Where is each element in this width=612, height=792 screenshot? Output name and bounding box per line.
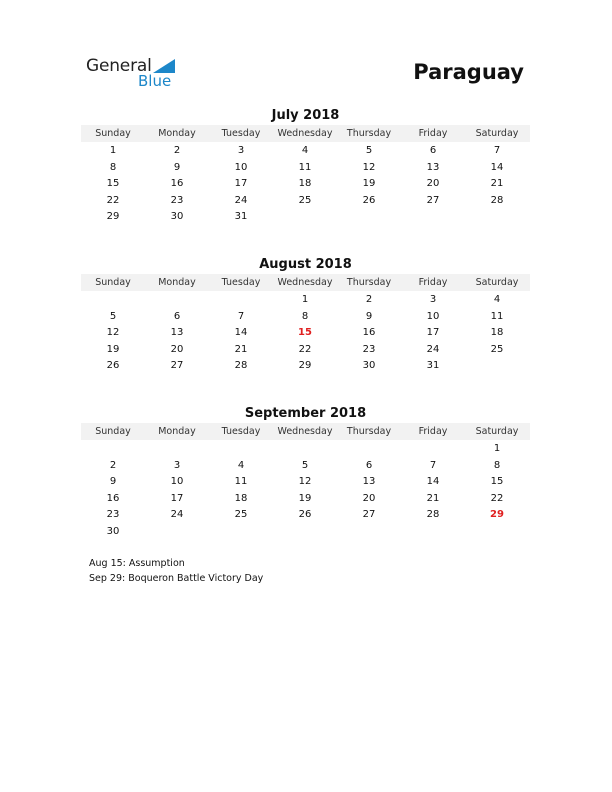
day-cell: 14 (490, 161, 504, 173)
day-cell: 6 (429, 145, 437, 156)
day-cell: 9 (109, 476, 117, 488)
holiday-day-cell: 29 (490, 509, 504, 521)
weekday-label: Monday (158, 128, 196, 139)
day-cell: 26 (298, 509, 312, 521)
day-cell: 24 (234, 194, 248, 206)
day-cell: 25 (234, 509, 248, 521)
weekday-label: Thursday (346, 277, 392, 288)
day-cell: 19 (362, 178, 376, 190)
day-cell: 24 (426, 343, 440, 355)
day-cell: 2 (109, 459, 117, 471)
day-cell: 24 (170, 509, 184, 521)
weekday-label: Friday (418, 277, 448, 288)
day-cell: 28 (490, 194, 504, 206)
weekday-label: Sunday (95, 426, 131, 437)
day-cell: 12 (298, 476, 312, 488)
weekday-label: Tuesday (221, 277, 261, 288)
day-cell: 15 (490, 476, 504, 488)
day-cell: 2 (365, 294, 373, 305)
weekday-label: Friday (418, 128, 448, 139)
day-cell: 19 (298, 492, 312, 504)
day-cell: 9 (173, 161, 181, 173)
day-cell: 17 (170, 492, 184, 504)
day-cell: 7 (493, 145, 501, 156)
day-cell: 20 (170, 343, 184, 355)
day-cell: 23 (362, 343, 376, 355)
day-cell: 20 (426, 178, 440, 190)
day-cell: 21 (234, 343, 248, 355)
weekday-header-row (81, 125, 530, 142)
day-cell: 5 (365, 145, 373, 156)
day-cell: 9 (365, 310, 373, 322)
month-title: August 2018 (259, 257, 352, 272)
day-cell: 8 (109, 161, 117, 173)
day-cell: 11 (234, 476, 248, 488)
day-cell: 12 (362, 161, 376, 173)
day-cell: 7 (429, 459, 437, 471)
day-cell: 26 (106, 360, 120, 372)
day-cell: 6 (365, 459, 373, 471)
day-cell: 10 (170, 476, 184, 488)
day-cell: 7 (237, 310, 245, 322)
day-cell: 15 (106, 178, 120, 190)
day-cell: 29 (106, 211, 120, 223)
weekday-label: Wednesday (277, 277, 333, 288)
day-cell: 23 (170, 194, 184, 206)
day-cell: 27 (362, 509, 376, 521)
day-cell: 11 (298, 161, 312, 173)
day-cell: 12 (106, 327, 120, 339)
weekday-label: Tuesday (221, 426, 261, 437)
holiday-day-cell: 15 (298, 327, 312, 339)
weekday-label: Wednesday (277, 426, 333, 437)
holiday-note: Sep 29: Boqueron Battle Victory Day (89, 573, 264, 584)
day-cell: 8 (301, 310, 309, 322)
weekday-header-row (81, 423, 530, 440)
day-cell: 13 (362, 476, 376, 488)
weekday-label: Thursday (346, 426, 392, 437)
month-title: September 2018 (244, 406, 367, 421)
weekday-label: Monday (158, 277, 196, 288)
day-cell: 21 (490, 178, 504, 190)
day-cell: 23 (106, 509, 120, 521)
day-cell: 11 (490, 310, 504, 322)
day-cell: 16 (170, 178, 184, 190)
day-cell: 22 (490, 492, 504, 504)
day-cell: 19 (106, 343, 120, 355)
weekday-label: Tuesday (221, 128, 261, 139)
logo-triangle-icon (153, 59, 175, 73)
day-cell: 16 (106, 492, 120, 504)
weekday-label: Thursday (346, 128, 392, 139)
day-cell: 25 (490, 343, 504, 355)
day-cell: 31 (234, 211, 248, 223)
day-cell: 22 (298, 343, 312, 355)
day-cell: 5 (109, 310, 117, 322)
day-cell: 1 (301, 294, 309, 305)
weekday-label: Sunday (95, 128, 131, 139)
day-cell: 4 (301, 145, 309, 156)
holiday-note: Aug 15: Assumption (89, 558, 185, 569)
day-cell: 29 (298, 360, 312, 372)
day-cell: 28 (426, 509, 440, 521)
day-cell: 26 (362, 194, 376, 206)
weekday-label: Sunday (95, 277, 131, 288)
day-cell: 22 (106, 194, 120, 206)
day-cell: 18 (298, 178, 312, 190)
weekday-label: Saturday (475, 277, 519, 288)
day-cell: 14 (234, 327, 248, 339)
day-cell: 28 (234, 360, 248, 372)
day-cell: 5 (301, 459, 309, 471)
day-cell: 3 (237, 145, 245, 156)
weekday-label: Saturday (475, 128, 519, 139)
day-cell: 25 (298, 194, 312, 206)
day-cell: 20 (362, 492, 376, 504)
day-cell: 10 (426, 310, 440, 322)
general-blue-logo (86, 56, 186, 90)
day-cell: 18 (234, 492, 248, 504)
day-cell: 17 (234, 178, 248, 190)
day-cell: 17 (426, 327, 440, 339)
day-cell: 4 (493, 294, 501, 305)
day-cell: 1 (493, 443, 501, 454)
day-cell: 16 (362, 327, 376, 339)
weekday-label: Saturday (475, 426, 519, 437)
logo-general-text: General (86, 56, 152, 76)
day-cell: 3 (429, 294, 437, 305)
day-cell: 1 (109, 145, 117, 156)
weekday-label: Wednesday (277, 128, 333, 139)
day-cell: 3 (173, 459, 181, 471)
day-cell: 2 (173, 145, 181, 156)
day-cell: 30 (106, 526, 120, 537)
day-cell: 27 (426, 194, 440, 206)
day-cell: 31 (426, 360, 440, 372)
day-cell: 21 (426, 492, 440, 504)
weekday-header-row (81, 274, 530, 291)
holiday-notes (89, 556, 263, 586)
day-cell: 10 (234, 161, 248, 173)
logo-blue-text: Blue (138, 72, 172, 90)
day-cell: 6 (173, 310, 181, 322)
country-title: Paraguay (413, 60, 524, 84)
day-cell: 8 (493, 459, 501, 471)
day-cell: 13 (170, 327, 184, 339)
day-cell: 27 (170, 360, 184, 372)
month-title: July 2018 (271, 108, 340, 123)
day-cell: 4 (237, 459, 245, 471)
weekday-label: Monday (158, 426, 196, 437)
day-cell: 13 (426, 161, 440, 173)
day-cell: 14 (426, 476, 440, 488)
day-cell: 18 (490, 327, 504, 339)
day-cell: 30 (170, 211, 184, 223)
weekday-label: Friday (418, 426, 448, 437)
day-cell: 30 (362, 360, 376, 372)
